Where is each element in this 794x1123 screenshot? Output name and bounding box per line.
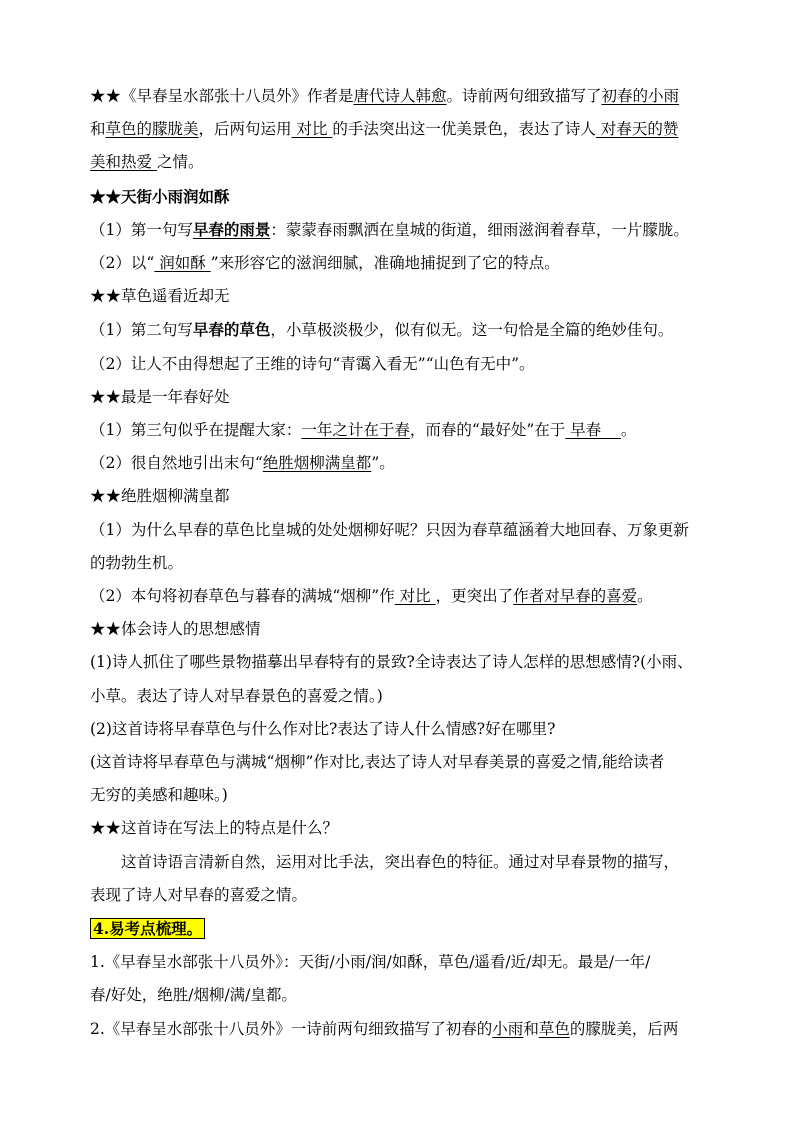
- intro-line-1: [90, 80, 710, 113]
- document-body: [90, 80, 710, 1046]
- section-title: ★★这首诗在写法上的特点是什么？: [90, 819, 339, 838]
- text: （1）第三句似乎在提醒大家：: [90, 421, 302, 440]
- text: ，小草极淡极少，似有似无。这一句恰是全篇的绝妙佳句。: [270, 321, 674, 340]
- text: （1）第一句写: [90, 220, 193, 239]
- intro-text: 。诗前两句细致描写了: [446, 87, 602, 105]
- s7-p2-line-1: [90, 1013, 710, 1046]
- keyword: 早春的草色: [192, 320, 271, 340]
- intro-line-2: [90, 113, 710, 146]
- section-title: ★★最是一年春好处: [90, 387, 230, 406]
- intro-text: ，后两句运用: [198, 120, 292, 139]
- answer: 早春: [565, 421, 621, 440]
- answer: 润如酥: [154, 254, 211, 273]
- text: 2.《早春呈水部张十八员外》一诗前两句细致描写了初春的: [90, 1019, 493, 1038]
- s2-line-2: （2）让人不由得想起了王维的诗句“青霭入看无”“山色有无中”。: [90, 354, 535, 373]
- answer-rain: 初春的小雨: [601, 87, 680, 105]
- text: 的朦胧美，后两: [569, 1019, 679, 1038]
- answer: 对比: [394, 587, 436, 606]
- answer: 一年之计在于春: [301, 421, 410, 440]
- s4-line-1: （1）为什么早春的草色比皇城的处处烟柳好呢？只因为春草蕴涵着大地回春、万象更新: [90, 520, 689, 539]
- section-title: ★★草色遥看近却无: [90, 287, 230, 306]
- s4-line-3: [90, 580, 710, 613]
- section-title: ★★体会诗人的思想感情: [90, 620, 261, 639]
- answer: 草色: [538, 1019, 570, 1038]
- intro-text: 和: [90, 120, 106, 139]
- text: ，更突出了: [435, 587, 514, 606]
- heading-row: [90, 912, 710, 946]
- intro-text: ★★《早春呈水部张十八员外》作者是: [90, 87, 354, 105]
- text: ”来形容它的滋润细腻，准确地捕捉到了它的特点。: [210, 254, 560, 273]
- answer-grass: 草色的朦胧美: [105, 120, 199, 139]
- text: ，而春的“最好处”在于: [409, 421, 566, 440]
- answer-love: 对春天的赞: [595, 120, 679, 139]
- intro-text: 的手法突出这一优美景色，表达了诗人: [332, 120, 596, 139]
- text: 和: [523, 1019, 539, 1038]
- answer-author: 唐代诗人韩愈: [353, 87, 447, 105]
- s5-a2-line-2: 无穷的美感和趣味。): [90, 786, 228, 805]
- answer: 绝胜烟柳满皇都: [262, 454, 372, 473]
- text: 。: [620, 421, 637, 440]
- s2-line-1: [90, 313, 710, 347]
- answer: 作者对早春的喜爱: [513, 587, 638, 606]
- answer: 小雨: [492, 1019, 524, 1038]
- s6-line-1: 这首诗语言清新自然，运用对比手法，突出春色的特征。通过对早春景物的描写，: [121, 852, 680, 871]
- s6-line-2: 表现了诗人对早春的喜爱之情。: [90, 885, 308, 904]
- section-title: ★★天街小雨润如酥: [90, 186, 230, 206]
- s1-line-2: [90, 247, 710, 280]
- s3-line-2: [90, 447, 710, 480]
- answer-contrast: 对比: [291, 120, 333, 139]
- answer-love: 美和热爱: [90, 153, 157, 172]
- text: （2）很自然地引出末句“: [90, 454, 263, 473]
- s3-line-1: [90, 414, 710, 447]
- intro-line-3: [90, 146, 710, 179]
- text: （1）第二句写: [90, 321, 193, 340]
- s4-line-2: 的勃勃生机。: [90, 553, 184, 572]
- highlighted-heading: 4.易考点梳理。: [90, 918, 205, 939]
- text: （2）以“: [90, 254, 155, 273]
- section-title: ★★绝胜烟柳满皇都: [90, 487, 230, 506]
- intro-text: 之情。: [156, 153, 204, 172]
- s7-p1-line-2: 春/好处，绝胜/烟柳/满/皇都。: [90, 986, 297, 1005]
- text: 。: [637, 587, 653, 606]
- s5-q2: (2)这首诗将早春草色与什么作对比?表达了诗人什么情感?好在哪里?: [90, 719, 556, 738]
- text: ：蒙蒙春雨飘洒在皇城的街道，细雨滋润着春草，一片朦胧。: [270, 220, 689, 239]
- s1-line-1: [90, 213, 710, 247]
- s5-q1-line-1: (1)诗人抓住了哪些景物描摹出早春特有的景致?全诗表达了诗人怎样的思想感情?(小雨、: [90, 653, 693, 672]
- s5-a2-line-1: (这首诗将早春草色与满城“烟柳”作对比,表达了诗人对早春美景的喜爱之情,能给读者: [90, 753, 665, 772]
- keyword: 早春的雨景: [192, 219, 271, 239]
- text: ”。: [371, 454, 395, 473]
- s7-p1-line-1: 1.《早春呈水部张十八员外》：天街/小雨/润/如酥，草色/遥看/近/却无。最是/一年/: [90, 953, 651, 972]
- text: （2）本句将初春草色与暮春的满城“烟柳”作: [90, 587, 395, 606]
- s5-q1-line-2: 小草。表达了诗人对早春景色的喜爱之情。): [90, 686, 383, 705]
